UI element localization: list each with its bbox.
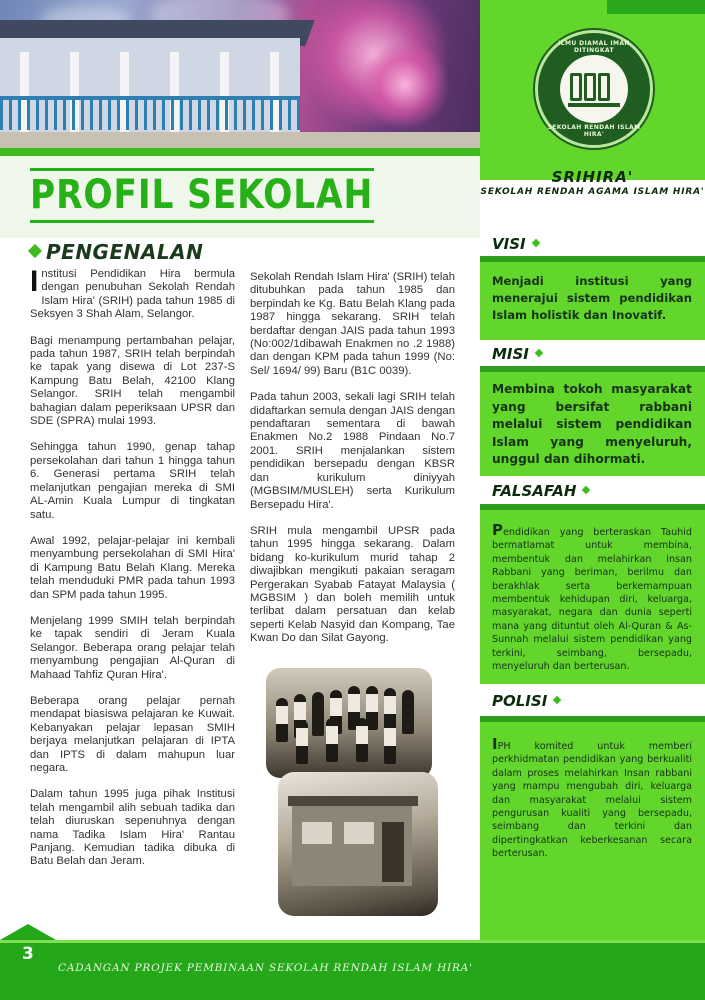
visi-label-text: VISI <box>492 235 526 253</box>
intro-paragraph: Sekolah Rendah Islam Hira' (SRIH) telah ditubuhkan pada tahun 1985 dan berpindah ke Kg. Batu Belah Klang pada 1987 hingga sekarang. SRIH telah berdaftar dengan JAIS pada tahun 1993 (No:002/1dibawah Enakmen no .2 1988) dan dengan KPM pada tahun 1999 (No: Sel/ 1694/ 99) Baru (B1C 0039). <box>250 271 455 377</box>
falsafah-label-text: FALSAFAH <box>492 482 577 500</box>
paragraph-text: PH komited untuk memberi perkhidmatan pendidikan yang berkualiti dalam proses melahirkan Insan rabbani yang mampu mengubah diri, keluarga dan masyarakat melalui sistem pengurusan kualiti yang bersepadu, seimbang dan terkini dan dipertingkatkan keberkesanan secara berterusan. <box>492 741 692 860</box>
intro-paragraph: Bagi menampung pertambahan pelajar, pada tahun 1987, SRIH telah berpindah ke tapak yang disewa di Lot 237-S Kampung Batu Belah, 42100 Klang Selangor. SRIH telah mengambil bahagian dalam peperiksaan UPSR dan SDE (SPRA) mulai 1993. <box>30 334 235 428</box>
intro-paragraph: Beberapa orang pelajar pernah mendapat biasiswa pelajaran ke Kuwait. Kebanyakan pelajar lepasan SMIH berjaya melanjutkan pelajaran di IPTA dan IPTS di dalam mahupun luar negara. <box>30 694 235 774</box>
drop-cap: I <box>30 265 39 298</box>
polisi-label-text: POLISI <box>492 692 548 710</box>
open-book-icon <box>560 55 628 123</box>
misi-text: Membina tokoh masyarakat yang bersifat rabbani melalui sistem pendidikan Islam yang menyeluruh, unggul dan dihormati. <box>492 382 692 466</box>
page-number: 3 <box>22 944 34 964</box>
section-heading-text: PENGENALAN <box>46 240 204 264</box>
drop-cap: I <box>492 735 498 753</box>
footer-tab <box>0 924 56 940</box>
polisi-label <box>492 692 561 710</box>
visi-label <box>492 235 540 253</box>
logo-motto: ILMU DIAMAL IMAN DITINGKAT <box>558 40 630 54</box>
brand-name: SRIHIRA' <box>551 168 634 186</box>
side-panel-accent-bar <box>607 0 705 14</box>
intro-paragraph <box>30 265 235 322</box>
paragraph-text: nstitusi Pendidikan Hira bermula dengan penubuhan Sekolah Rendah Islam Hira' (SRIH) pada tahun 1985 di Seksyen 3 Shah Alam, Selangor. <box>30 268 235 321</box>
falsafah-text <box>492 521 692 673</box>
diamond-bullet-icon <box>581 484 592 495</box>
diamond-bullet-icon <box>28 244 42 258</box>
visi-text: Menjadi institusi yang menerajui sistem pendidikan Islam holistik dan Inovatif. <box>492 274 692 322</box>
intro-paragraph: Dalam tahun 1995 juga pihak Institusi telah mengambil alih sebuah tadika dan telah diuruskan sepenuhnya dengan nama Tadika Islam Hira' Rantau Panjang. Kemudian tadika dibuka di Batu Belah dan Jeram. <box>30 788 235 868</box>
intro-column-left <box>30 265 235 882</box>
polisi-text <box>492 735 692 861</box>
brand-block <box>480 168 705 197</box>
school-building-photo <box>278 772 438 916</box>
title-rule-bottom <box>30 220 374 223</box>
intro-paragraph: Sehingga tahun 1990, genap tahap persekolahan dari tahun 1 hingga tahun 6. Generasi pertama SRIH telah melanjutkan pengajian mereka di SMI AL-Amin Kuala Lumpur di tingkatan satu. <box>30 441 235 521</box>
intro-column-right <box>250 271 455 659</box>
misi-label <box>492 345 543 363</box>
intro-paragraph: SRIH mula mengambil UPSR pada tahun 1995 hingga sekarang. Dalam bidang ko-kurikulum murid tahap 2 diwajibkan mengikuti pakaian seragam Pergerakan Syabab Fatayat Malaysia ( MGBSIM ) dan boleh memilih untuk terlibat dalam persatuan dan kelab seperti Kelab Nasyid dan Kompang, Tae Kwan Do dan Silat Gayong. <box>250 524 455 645</box>
misi-label-text: MISI <box>492 345 529 363</box>
intro-paragraph: Menjelang 1999 SMIH telah berpindah ke tapak sendiri di Jeram Kuala Selangor. Beberapa orang pelajar telah menyambung pengajian Al-Quran di Mahaad Tahfiz Quran Hira'. <box>30 614 235 681</box>
diamond-bullet-icon <box>530 237 541 248</box>
footer-text: CADANGAN PROJEK PEMBINAAN SEKOLAH RENDAH ISLAM HIRA' <box>58 962 473 974</box>
brand-subtitle: SEKOLAH RENDAH AGAMA ISLAM HIRA' <box>480 187 705 197</box>
group-photo <box>266 668 432 778</box>
school-logo <box>535 30 653 148</box>
title-rule-top <box>30 168 374 171</box>
diamond-bullet-icon <box>552 694 563 705</box>
intro-paragraph: Awal 1992, pelajar-pelajar ini kembali menyambung persekolahan di SMI Hira' di Kampung Batu Belah Klang. Mereka telah menduduki PMR pada tahun 1993 dan SPM pada tahun 1995. <box>30 534 235 601</box>
paragraph-text: endidikan yang berteraskan Tauhid bermatlamat untuk membina, membentuk dan melahirkan insan Rabbani yang beriman, berilmu dan berakhlak serta berkemampuan membentuk kehidupan diri, keluarga, masyarakat, negara dan dunia seperti mana yang dituntut oleh Al-Quran & As-Sunnah melalui sistem pendidikan yang terkini, seimbang, bersepadu, menyeluruh dan berterusan. <box>492 527 692 673</box>
logo-school-name: SEKOLAH RENDAH ISLAM HIRA' <box>547 124 641 138</box>
footer-line <box>0 940 705 943</box>
intro-paragraph: Pada tahun 2003, sekali lagi SRIH telah didaftarkan semula dengan JAIS dengan pendaftaran sementara di bawah Enakmen No.2 1988 Pindaan No.7 2001. SRIH menjalankan sistem pendidikan bersepadu dengan KBSR dan kurikulum diniyyah (MGBSIM/MUSLEH) serta Kurikulum Bersepadu Hira'. <box>250 391 455 511</box>
falsafah-label <box>492 482 590 500</box>
section-heading <box>30 240 203 264</box>
diamond-bullet-icon <box>533 347 544 358</box>
drop-cap: P <box>492 521 503 539</box>
hero-divider <box>0 148 480 156</box>
hero-photo <box>0 0 480 148</box>
page-title: PROFIL SEKOLAH <box>30 172 374 218</box>
